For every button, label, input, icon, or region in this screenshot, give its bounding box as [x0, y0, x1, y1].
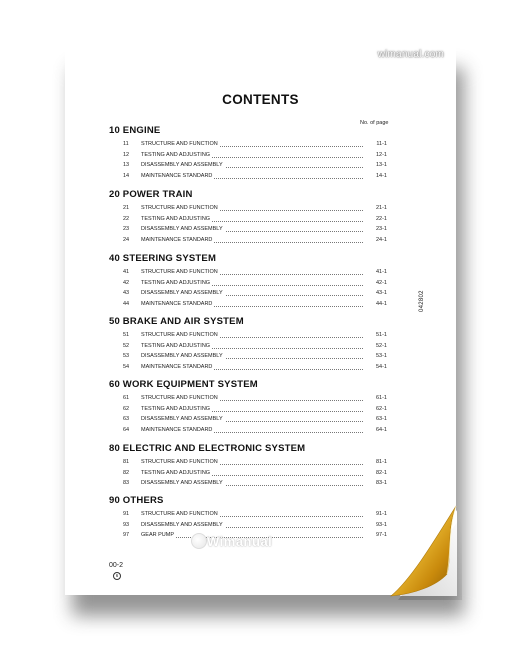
- entry-number: 83: [123, 480, 130, 487]
- no-of-page-label: No. of page: [360, 120, 389, 126]
- brand-watermark: Wimanual: [207, 534, 273, 549]
- entry-page-number: 61-1: [365, 395, 387, 401]
- entry-label: DISASSEMBLY AND ASSEMBLY: [141, 353, 223, 360]
- toc-entry[interactable]: [123, 216, 387, 224]
- entry-number: 93: [123, 521, 130, 528]
- entry-label: STRUCTURE AND FUNCTION: [141, 332, 218, 338]
- entry-page-number: 53-1: [365, 353, 387, 359]
- entry-number: 63: [123, 416, 130, 423]
- manual-page: [65, 46, 456, 595]
- entry-label: STRUCTURE AND FUNCTION: [141, 511, 218, 517]
- entry-page-number: 97-1: [365, 532, 387, 538]
- entry-number: 54: [123, 363, 130, 370]
- entry-label: MAINTENANCE STANDARD: [141, 172, 213, 179]
- entry-number: 43: [123, 290, 130, 297]
- toc-entry[interactable]: [123, 416, 387, 424]
- entry-number: 41: [123, 269, 130, 275]
- section-heading[interactable]: 80 ELECTRIC AND ELECTRONIC SYSTEM: [109, 443, 306, 454]
- entry-page-number: 91-1: [365, 511, 387, 517]
- entry-number: 13: [123, 162, 130, 169]
- entry-label: MAINTENANCE STANDARD: [141, 300, 213, 307]
- toc-entry[interactable]: [123, 427, 387, 435]
- entry-label: TESTING AND ADJUSTING: [141, 342, 211, 349]
- entry-number: 11: [123, 141, 129, 147]
- entry-number: 23: [123, 226, 130, 233]
- entry-number: 61: [123, 395, 130, 401]
- entry-number: 97: [123, 532, 130, 539]
- entry-label: DISASSEMBLY AND ASSEMBLY: [141, 162, 223, 169]
- entry-label: MAINTENANCE STANDARD: [141, 236, 213, 243]
- entry-page-number: 21-1: [365, 205, 387, 211]
- section-heading[interactable]: 60 WORK EQUIPMENT SYSTEM: [109, 379, 258, 390]
- entry-page-number: 52-1: [365, 343, 387, 349]
- toc-entry[interactable]: [123, 173, 387, 181]
- entry-number: 82: [123, 469, 130, 476]
- section-heading[interactable]: 90 OTHERS: [109, 495, 164, 506]
- entry-page-number: 22-1: [365, 216, 387, 222]
- footer-page-code: 00-2: [109, 562, 124, 569]
- entry-number: 62: [123, 405, 130, 412]
- toc-entry[interactable]: [123, 522, 387, 530]
- toc-entry[interactable]: [123, 152, 387, 160]
- entry-page-number: 83-1: [365, 480, 387, 486]
- section-heading[interactable]: 10 ENGINE: [109, 125, 161, 136]
- toc-entry[interactable]: [123, 237, 387, 245]
- toc-entry[interactable]: [123, 470, 387, 478]
- entry-page-number: 54-1: [365, 364, 387, 370]
- entry-page-number: 93-1: [365, 522, 387, 528]
- footer-revision-mark: 6: [113, 572, 121, 580]
- entry-number: 21: [123, 205, 130, 211]
- entry-number: 53: [123, 353, 130, 360]
- entry-page-number: 14-1: [365, 173, 387, 179]
- entry-label: STRUCTURE AND FUNCTION: [141, 459, 218, 465]
- entry-label: DISASSEMBLY AND ASSEMBLY: [141, 290, 223, 297]
- entry-page-number: 63-1: [365, 416, 387, 422]
- entry-label: TESTING AND ADJUSTING: [141, 215, 211, 222]
- entry-page-number: 11-1: [365, 141, 387, 147]
- entry-label: STRUCTURE AND FUNCTION: [141, 269, 218, 275]
- entry-number: 51: [123, 332, 130, 338]
- entry-label: GEAR PUMP: [141, 532, 175, 539]
- section-heading[interactable]: 50 BRAKE AND AIR SYSTEM: [109, 316, 244, 327]
- toc-entry[interactable]: [123, 162, 387, 170]
- section-heading[interactable]: 40 STEERING SYSTEM: [109, 253, 217, 264]
- entry-number: 24: [123, 236, 130, 243]
- entry-label: DISASSEMBLY AND ASSEMBLY: [141, 521, 223, 528]
- toc-entry[interactable]: [123, 332, 387, 340]
- toc-entry[interactable]: [123, 406, 387, 414]
- entry-number: 12: [123, 151, 130, 158]
- entry-label: STRUCTURE AND FUNCTION: [141, 395, 218, 401]
- entry-label: DISASSEMBLY AND ASSEMBLY: [141, 416, 223, 423]
- toc-entry[interactable]: [123, 343, 387, 351]
- entry-page-number: 82-1: [365, 470, 387, 476]
- toc-entry[interactable]: [123, 280, 387, 288]
- entry-label: TESTING AND ADJUSTING: [141, 469, 211, 476]
- entry-label: STRUCTURE AND FUNCTION: [141, 205, 218, 211]
- entry-number: 81: [123, 459, 130, 465]
- entry-page-number: 24-1: [365, 237, 387, 243]
- entry-label: DISASSEMBLY AND ASSEMBLY: [141, 480, 223, 487]
- entry-label: MAINTENANCE STANDARD: [141, 363, 213, 370]
- entry-page-number: 44-1: [365, 301, 387, 307]
- section-heading[interactable]: 20 POWER TRAIN: [109, 189, 193, 200]
- entry-page-number: 51-1: [365, 332, 387, 338]
- entry-label: TESTING AND ADJUSTING: [141, 405, 211, 412]
- side-document-code: 042802: [419, 290, 425, 312]
- toc-entry[interactable]: [123, 459, 387, 467]
- entry-label: STRUCTURE AND FUNCTION: [141, 141, 218, 147]
- entry-label: MAINTENANCE STANDARD: [141, 426, 213, 433]
- toc-entry[interactable]: [123, 141, 387, 149]
- entry-number: 64: [123, 426, 130, 433]
- toc-entry[interactable]: [123, 353, 387, 361]
- toc-entry[interactable]: [123, 480, 387, 488]
- entry-number: 14: [123, 172, 130, 179]
- entry-number: 22: [123, 215, 130, 222]
- entry-page-number: 12-1: [365, 152, 387, 158]
- entry-page-number: 42-1: [365, 280, 387, 286]
- page-title: CONTENTS: [222, 92, 299, 107]
- entry-page-number: 64-1: [365, 427, 387, 433]
- entry-page-number: 62-1: [365, 406, 387, 412]
- entry-label: TESTING AND ADJUSTING: [141, 151, 211, 158]
- entry-page-number: 13-1: [365, 162, 387, 168]
- toc-entry[interactable]: [123, 226, 387, 234]
- toc-entry[interactable]: [123, 395, 387, 403]
- toc-entry[interactable]: [123, 290, 387, 298]
- entry-number: 44: [123, 300, 130, 307]
- entry-number: 52: [123, 342, 130, 349]
- entry-page-number: 23-1: [365, 226, 387, 232]
- entry-number: 91: [123, 511, 130, 517]
- entry-page-number: 41-1: [365, 269, 387, 275]
- site-watermark: wimanual.com: [377, 49, 444, 60]
- entry-label: TESTING AND ADJUSTING: [141, 279, 211, 286]
- toc-entry[interactable]: [123, 301, 387, 309]
- toc-entry[interactable]: [123, 205, 387, 213]
- entry-label: DISASSEMBLY AND ASSEMBLY: [141, 226, 223, 233]
- entry-page-number: 43-1: [365, 290, 387, 296]
- toc-entry[interactable]: [123, 364, 387, 372]
- toc-entry[interactable]: [123, 511, 387, 519]
- entry-page-number: 81-1: [365, 459, 387, 465]
- entry-number: 42: [123, 279, 130, 286]
- toc-entry[interactable]: [123, 269, 387, 277]
- brand-watermark-logo-icon: [191, 533, 207, 549]
